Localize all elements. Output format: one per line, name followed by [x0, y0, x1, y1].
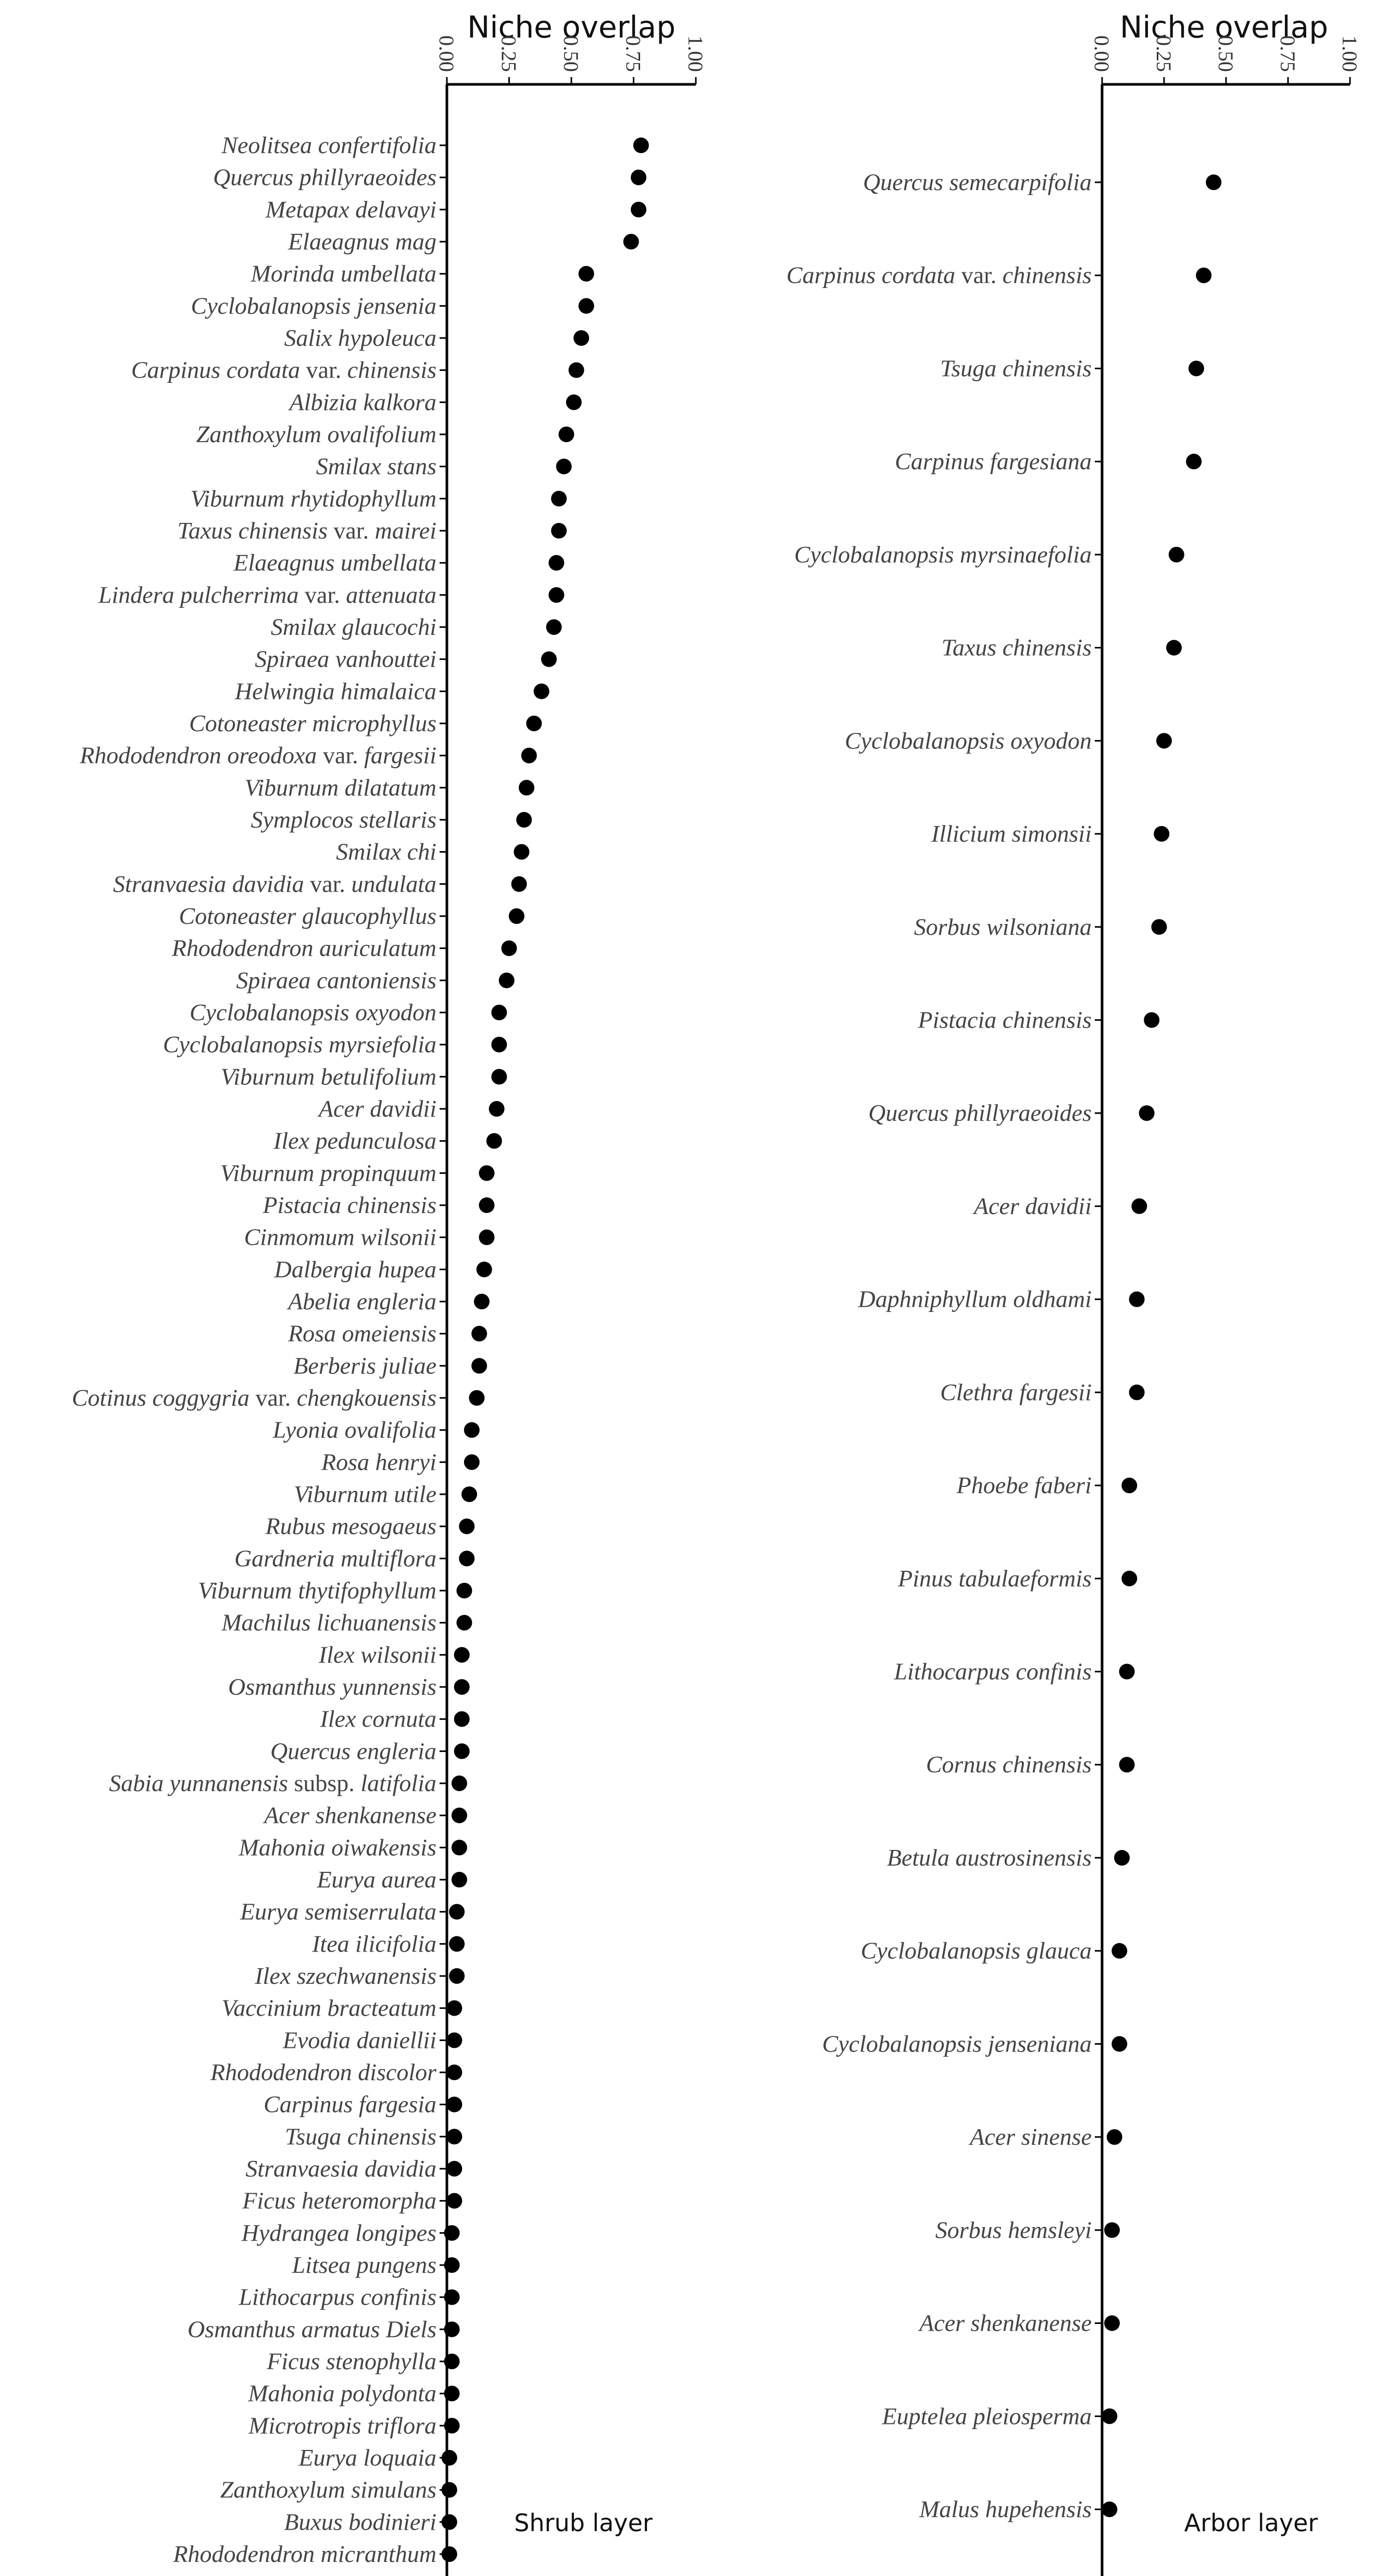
shrub-data-point: [486, 1133, 502, 1149]
shrub-category-label: Mahonia oiwakensis: [239, 1834, 436, 1861]
arbor-x-tick-label: 0.75: [1276, 35, 1299, 72]
shrub-data-point: [442, 2450, 457, 2466]
shrub-data-point: [461, 1486, 477, 1502]
arbor-category-label: Illicium simonsii: [931, 820, 1092, 847]
shrub-axis-title: Niche overlap: [467, 9, 676, 45]
shrub-data-point: [446, 2000, 462, 2016]
arbor-data-point: [1166, 640, 1182, 656]
shrub-data-point: [566, 394, 582, 410]
shrub-data-point: [491, 1069, 507, 1084]
shrub-data-point: [446, 2193, 462, 2209]
arbor-category-label: Clethra fargesii: [940, 1379, 1092, 1406]
shrub-category-label: Ilex wilsonii: [318, 1641, 436, 1668]
arbor-category-label: Cyclobalanopsis myrsinaefolia: [794, 541, 1092, 568]
shrub-category-label: Ilex szechwanensis: [255, 1962, 436, 1989]
shrub-data-point: [446, 2129, 462, 2144]
shrub-data-point: [454, 1647, 470, 1662]
arbor-data-point: [1111, 2036, 1127, 2052]
shrub-data-point: [442, 2514, 457, 2530]
shrub-data-point: [446, 2097, 462, 2112]
arbor-category-label: Acer shenkanense: [919, 2309, 1092, 2336]
shrub-category-label: Dalbergia hupea: [274, 1256, 436, 1283]
arbor-data-point: [1121, 1478, 1137, 1493]
arbor-x-tick-label: 0.00: [1090, 35, 1114, 72]
shrub-category-label: Lyonia ovalifolia: [272, 1416, 436, 1443]
shrub-data-point: [541, 652, 557, 667]
shrub-category-label: Cotoneaster microphyllus: [189, 710, 436, 736]
shrub-category-label: Berberis juliae: [293, 1352, 436, 1379]
shrub-data-point: [502, 941, 517, 956]
arbor-layer-label: Arbor layer: [1184, 2509, 1318, 2537]
shrub-data-point: [459, 1550, 474, 1566]
arbor-category-label: Cornus chinensis: [926, 1751, 1092, 1778]
shrub-category-label: Microtropis triflora: [248, 2412, 436, 2439]
shrub-data-point: [446, 2065, 462, 2080]
shrub-data-point: [499, 972, 515, 988]
arbor-data-point: [1102, 2502, 1117, 2517]
shrub-data-point: [509, 908, 524, 924]
shrub-category-label: Helwingia himalaica: [234, 678, 436, 705]
shrub-category-label: Cyclobalanopsis jensenia: [191, 292, 436, 319]
arbor-category-label: Pinus tabulaeformis: [898, 1565, 1092, 1592]
shrub-data-point: [519, 780, 534, 795]
shrub-category-label: Eurya aurea: [317, 1866, 436, 1893]
arbor-data-point: [1151, 919, 1167, 935]
shrub-category-label: Machilus lichuanensis: [221, 1609, 436, 1636]
shrub-data-point: [633, 137, 649, 153]
shrub-category-label: Osmanthus armatus Diels: [188, 2316, 436, 2343]
shrub-category-label: Viburnum rhytidophyllum: [190, 485, 436, 512]
shrub-category-label: Spiraea vanhouttei: [255, 645, 436, 672]
shrub-data-point: [479, 1230, 494, 1245]
shrub-category-label: Elaeagnus umbellata: [233, 549, 436, 576]
shrub-category-label: Stranvaesia davidia var. undulata: [113, 870, 436, 897]
shrub-data-point: [534, 683, 549, 699]
arbor-data-point: [1104, 2222, 1120, 2238]
shrub-data-point: [514, 844, 529, 860]
arbor-data-point: [1119, 1757, 1135, 1772]
shrub-data-point: [454, 1679, 470, 1695]
shrub-category-label: Acer davidii: [318, 1095, 436, 1122]
arbor-category-label: Sorbus hemsleyi: [935, 2216, 1092, 2243]
arbor-data-point: [1189, 360, 1204, 376]
arbor-category-label: Taxus chinensis: [941, 634, 1092, 661]
shrub-x-tick-label: 0.00: [435, 35, 458, 72]
shrub-data-point: [449, 1904, 465, 1920]
arbor-category-label: Betula austrosinensis: [886, 1844, 1092, 1871]
shrub-category-label: Lindera pulcherrima var. attenuata: [98, 581, 436, 608]
shrub-category-label: Spiraea cantoniensis: [236, 967, 436, 994]
shrub-data-point: [456, 1615, 472, 1631]
arbor-data-point: [1186, 454, 1202, 469]
shrub-category-label: Hydrangea longipes: [241, 2219, 436, 2246]
shrub-data-point: [444, 2354, 460, 2369]
shrub-category-label: Itea ilicifolia: [312, 1930, 436, 1957]
arbor-data-point: [1169, 547, 1184, 562]
shrub-data-point: [579, 266, 594, 282]
shrub-data-point: [444, 2290, 460, 2305]
shrub-data-point: [464, 1422, 480, 1438]
arbor-data-point: [1102, 2408, 1117, 2424]
arbor-data-point: [1119, 1664, 1135, 1680]
shrub-data-point: [631, 202, 646, 217]
shrub-data-point: [444, 2386, 460, 2402]
shrub-category-label: Viburnum propinquum: [220, 1159, 436, 1186]
shrub-data-point: [556, 459, 572, 474]
shrub-category-label: Carpinus fargesia: [264, 2091, 436, 2118]
arbor-category-label: Euptelea pleiosperma: [882, 2403, 1092, 2430]
shrub-data-point: [526, 716, 542, 731]
shrub-data-point: [477, 1261, 492, 1277]
shrub-category-label: Rhododendron auriculatum: [171, 934, 436, 961]
shrub-data-point: [456, 1583, 472, 1598]
shrub-panel: [72, 9, 707, 2576]
arbor-category-label: Lithocarpus confinis: [894, 1658, 1092, 1685]
shrub-category-label: Tsuga chinensis: [285, 2123, 436, 2150]
shrub-data-point: [558, 427, 574, 442]
shrub-category-label: Neolitsea confertifolia: [221, 132, 436, 158]
shrub-category-label: Buxus bodinieri: [284, 2508, 436, 2535]
shrub-data-point: [631, 170, 646, 185]
arbor-x-tick-label: 1.00: [1338, 35, 1361, 72]
arbor-data-point: [1154, 826, 1169, 842]
arbor-category-label: Phoebe faberi: [956, 1472, 1092, 1499]
shrub-data-point: [449, 1968, 465, 1984]
arbor-category-label: Pistacia chinensis: [918, 1006, 1092, 1033]
arbor-axis-title: Niche overlap: [1119, 9, 1329, 45]
shrub-category-label: Ilex pedunculosa: [273, 1127, 436, 1154]
arbor-data-point: [1129, 1292, 1145, 1307]
shrub-category-label: Carpinus cordata var. chinensis: [131, 356, 436, 383]
shrub-category-label: Lithocarpus confinis: [239, 2283, 436, 2310]
shrub-data-point: [479, 1165, 494, 1181]
shrub-category-label: Eurya loquaia: [298, 2444, 436, 2471]
arbor-category-label: Acer davidii: [973, 1192, 1092, 1219]
arbor-category-label: Cyclobalanopsis jenseniana: [822, 2030, 1092, 2057]
shrub-x-tick-label: 1.00: [684, 35, 707, 72]
arbor-category-label: Malus hupehensis: [919, 2496, 1092, 2522]
arbor-data-point: [1114, 1850, 1130, 1866]
shrub-category-label: Smilax chi: [336, 838, 436, 865]
shrub-data-point: [491, 1005, 507, 1020]
shrub-category-label: Viburnum utile: [294, 1481, 436, 1507]
shrub-category-label: Rubus mesogaeus: [265, 1512, 436, 1540]
shrub-x-tick-label: 0.25: [497, 35, 521, 72]
shrub-category-label: Rosa henryi: [321, 1448, 436, 1475]
shrub-category-label: Mahonia polydonta: [248, 2380, 436, 2407]
shrub-category-label: Zanthoxylum ovalifolium: [196, 421, 436, 447]
shrub-data-point: [454, 1743, 470, 1759]
shrub-category-label: Salix hypoleuca: [284, 324, 436, 351]
shrub-data-point: [452, 1775, 467, 1791]
arbor-data-point: [1129, 1384, 1145, 1400]
arbor-x-tick-label: 0.50: [1214, 35, 1238, 72]
shrub-category-label: Abelia engleria: [288, 1288, 436, 1315]
shrub-category-label: Evodia daniellii: [282, 2027, 436, 2054]
shrub-category-label: Sabia yunnanensis subsp. latifolia: [109, 1770, 436, 1796]
shrub-category-label: Smilax glaucochi: [270, 614, 436, 640]
arbor-category-label: Quercus semecarpifolia: [863, 169, 1092, 195]
shrub-data-point: [446, 2161, 462, 2177]
shrub-data-point: [464, 1454, 480, 1470]
shrub-category-label: Rhododendron oreodoxa var. fargesii: [80, 742, 436, 769]
shrub-data-point: [551, 523, 567, 539]
shrub-category-label: Gardneria multiflora: [234, 1545, 436, 1572]
shrub-x-tick-label: 0.75: [621, 35, 645, 72]
shrub-category-label: Cotoneaster glaucophyllus: [179, 903, 436, 929]
shrub-category-label: Cyclobalanopsis myrsiefolia: [162, 1031, 436, 1058]
shrub-category-label: Osmanthus yunnensis: [228, 1673, 436, 1700]
shrub-category-label: Ilex cornuta: [320, 1705, 436, 1732]
shrub-category-label: Viburnum thytifophyllum: [198, 1577, 436, 1604]
shrub-data-point: [442, 2482, 457, 2498]
arbor-data-point: [1131, 1198, 1147, 1214]
arbor-data-point: [1121, 1571, 1137, 1586]
shrub-category-label: Acer shenkanense: [264, 1802, 436, 1829]
shrub-data-point: [551, 491, 567, 506]
arbor-data-point: [1107, 2129, 1122, 2145]
arbor-category-label: Sorbus wilsoniana: [914, 913, 1092, 940]
shrub-data-point: [452, 1840, 467, 1855]
arbor-category-label: Acer sinense: [970, 2123, 1092, 2150]
shrub-category-label: Cotinus coggygria var. chengkouensis: [71, 1384, 436, 1411]
shrub-category-label: Rhododendron micranthum: [173, 2541, 436, 2567]
arbor-x-tick-label: 0.25: [1152, 35, 1176, 72]
shrub-category-label: Elaeagnus mag: [288, 228, 436, 255]
arbor-data-point: [1104, 2316, 1120, 2331]
shrub-data-point: [471, 1326, 487, 1342]
shrub-data-point: [573, 330, 589, 346]
shrub-category-label: Rhododendron discolor: [210, 2059, 436, 2085]
arbor-category-label: Daphniphyllum oldhami: [858, 1285, 1092, 1312]
arbor-category-label: Quercus phillyraeoides: [868, 1099, 1092, 1127]
shrub-data-point: [449, 1936, 465, 1952]
shrub-category-label: Stranvaesia davidia: [245, 2155, 436, 2182]
shrub-data-point: [579, 298, 594, 314]
shrub-category-label: Eurya semiserrulata: [240, 1898, 436, 1925]
shrub-category-label: Taxus chinensis var. mairei: [177, 517, 436, 544]
shrub-category-label: Viburnum dilatatum: [244, 774, 436, 801]
shrub-data-point: [459, 1519, 474, 1534]
shrub-data-point: [444, 2257, 460, 2273]
shrub-category-label: Symplocos stellaris: [251, 806, 436, 833]
arbor-data-point: [1111, 1943, 1127, 1959]
shrub-data-point: [548, 587, 564, 603]
shrub-data-point: [511, 876, 527, 892]
shrub-data-point: [474, 1294, 490, 1309]
arbor-data-point: [1139, 1105, 1155, 1121]
arbor-category-label: Cyclobalanopsis glauca: [860, 1937, 1092, 1964]
shrub-layer-label: Shrub layer: [514, 2509, 653, 2537]
arbor-data-point: [1206, 174, 1221, 190]
shrub-category-label: Metapax delavayi: [265, 196, 436, 223]
shrub-category-label: Albizia kalkora: [289, 389, 436, 416]
shrub-category-label: Litsea pungens: [292, 2252, 436, 2278]
arbor-data-point: [1196, 268, 1211, 283]
shrub-category-label: Viburnum betulifolium: [220, 1063, 436, 1090]
shrub-data-point: [569, 362, 584, 378]
arbor-category-label: Carpinus fargesiana: [895, 448, 1092, 475]
shrub-data-point: [469, 1390, 484, 1406]
shrub-data-point: [521, 748, 537, 764]
shrub-data-point: [444, 2321, 460, 2337]
shrub-category-label: Ficus heteromorpha: [242, 2187, 436, 2214]
shrub-category-label: Rosa omeiensis: [288, 1320, 436, 1347]
shrub-data-point: [479, 1197, 494, 1213]
shrub-category-label: Smilax stans: [316, 453, 436, 480]
shrub-data-point: [491, 1037, 507, 1053]
shrub-category-label: Cyclobalanopsis oxyodon: [189, 999, 436, 1026]
arbor-panel: [786, 9, 1361, 2576]
shrub-data-point: [546, 619, 562, 635]
shrub-data-point: [444, 2418, 460, 2433]
shrub-data-point: [444, 2225, 460, 2241]
shrub-data-point: [471, 1358, 487, 1373]
shrub-category-label: Quercus engleria: [270, 1737, 436, 1765]
arbor-category-label: Cyclobalanopsis oxyodon: [844, 727, 1092, 754]
shrub-data-point: [442, 2546, 457, 2562]
shrub-data-point: [446, 2032, 462, 2048]
shrub-category-label: Ficus stenophylla: [267, 2348, 436, 2374]
arbor-data-point: [1156, 733, 1172, 748]
shrub-data-point: [489, 1101, 505, 1117]
shrub-data-point: [454, 1711, 470, 1727]
shrub-category-label: Vaccinium bracteatum: [221, 1994, 436, 2021]
arbor-category-label: Tsuga chinensis: [940, 355, 1092, 382]
shrub-data-point: [452, 1808, 467, 1823]
shrub-category-label: Morinda umbellata: [251, 260, 436, 287]
shrub-data-point: [548, 555, 564, 571]
shrub-data-point: [623, 234, 639, 249]
shrub-data-point: [516, 812, 532, 828]
shrub-category-label: Pistacia chinensis: [262, 1192, 436, 1218]
shrub-category-label: Quercus phillyraeoides: [213, 164, 436, 191]
shrub-category-label: Cinmomum wilsonii: [244, 1223, 436, 1251]
shrub-x-tick-label: 0.50: [559, 35, 583, 72]
arbor-data-point: [1144, 1012, 1159, 1028]
shrub-data-point: [452, 1872, 467, 1887]
arbor-category-label: Carpinus cordata var. chinensis: [786, 261, 1092, 289]
shrub-category-label: Zanthoxylum simulans: [220, 2476, 436, 2503]
